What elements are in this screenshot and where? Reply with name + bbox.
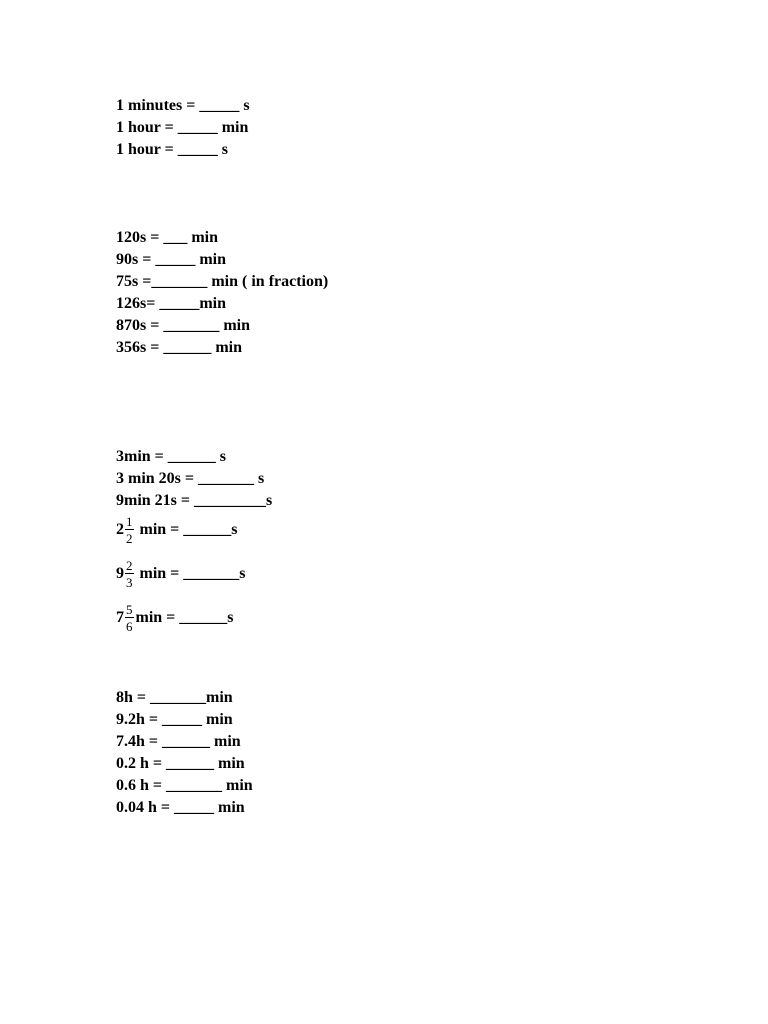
mixed-number-question [116,603,234,633]
question-text: min = ______s [135,521,238,538]
fraction-numerator: 5 [126,602,133,617]
fraction-denominator: 3 [126,575,133,590]
fraction-numerator: 2 [126,558,133,573]
question-line: 7.4h = ______ min [116,733,241,750]
question-line: 1 hour = _____ s [116,141,228,158]
fraction [125,559,134,589]
question-line: 9.2h = _____ min [116,711,233,728]
mixed-number-whole: 9 [116,565,124,582]
question-line: 0.2 h = ______ min [116,755,245,772]
fraction-denominator: 2 [126,531,133,546]
question-line: 75s =_______ min ( in fraction) [116,273,329,290]
question-text: min = ______s [135,609,234,626]
question-line: 8h = _______min [116,689,233,706]
question-line: 1 hour = _____ min [116,119,249,136]
question-text: min = _______s [135,565,246,582]
question-line: 120s = ___ min [116,229,219,246]
fraction-denominator: 6 [126,619,133,634]
question-line: 0.6 h = _______ min [116,777,253,794]
mixed-number-question [116,559,246,589]
fraction [125,515,134,545]
mixed-number-whole: 2 [116,521,124,538]
mixed-number-whole: 7 [116,609,124,626]
fraction-numerator: 1 [126,514,133,529]
question-line: 9min 21s = _________s [116,492,273,509]
question-line: 90s = _____ min [116,251,227,268]
mixed-number-question [116,515,238,545]
question-line: 3 min 20s = _______ s [116,470,265,487]
question-line: 1 minutes = _____ s [116,97,250,114]
question-line: 0.04 h = _____ min [116,799,245,816]
question-line: 870s = _______ min [116,317,251,334]
fraction [125,603,134,633]
question-line: 356s = ______ min [116,339,243,356]
question-line: 126s= _____min [116,295,227,312]
question-line: 3min = ______ s [116,448,227,465]
